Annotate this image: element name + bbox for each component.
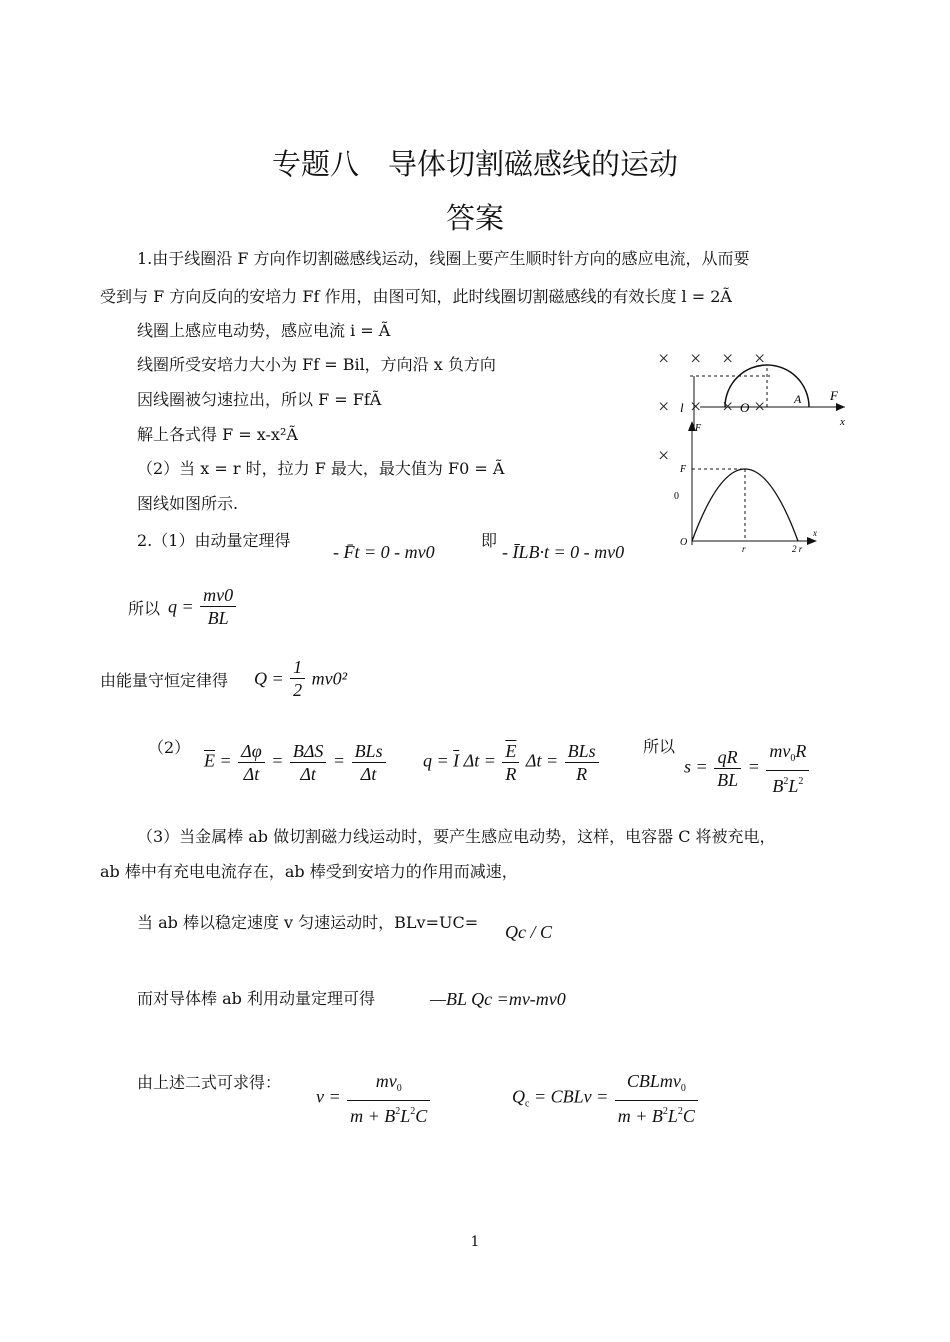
q2-part1-label: 2.（1）由动量定理得 — [137, 531, 291, 550]
label-O: O — [740, 400, 750, 415]
q-lhs: q = — [168, 596, 194, 617]
coil-figure — [650, 345, 850, 560]
page-number: 1 — [470, 1234, 480, 1250]
q2-v-result: v = $\frac{mv_0}{m + B^2L^2C}$ — [316, 1070, 432, 1127]
q2-part3-line-1: （3）当金属棒 ab 做切割磁力线运动时，要产生感应电动势，这样，电容器 C 将被充电， — [137, 827, 776, 846]
label-F-top: F — [830, 388, 838, 403]
graph-x-arrow — [807, 537, 817, 545]
q2-part1-eq2: - ĪLB·t = 0 - mv0 — [502, 542, 625, 562]
field-cross: × — [722, 396, 734, 418]
field-cross: × — [658, 396, 670, 418]
Q-denominator: 2 — [293, 680, 303, 700]
field-cross: × — [722, 348, 734, 370]
field-cross: × — [754, 348, 766, 370]
field-cross: × — [658, 445, 670, 467]
q2-q-formula: $q = \overline{I}$ Δt = $\frac{\overline{E}}{R}$ Δt = $\frac{\text{BLs}}{R}$ — [423, 740, 601, 785]
Q-lhs: Q = — [254, 668, 284, 689]
label-l: l — [680, 400, 684, 415]
label-A: A — [794, 392, 802, 406]
q2-steady-line: 当 ab 棒以稳定速度 v 匀速运动时，BLv=UC= — [137, 913, 479, 932]
graph-F-mark: F — [680, 464, 687, 475]
page-title: 专题八 导体切割磁感线的运动 — [271, 147, 678, 181]
q2-part1-eq1: - F̄t = 0 - mv0 — [333, 542, 435, 562]
q2-Qc-result: $Q_c$ = CBLv = $\frac{CBLmv_0}{m + B^2L^2C}$ — [512, 1070, 700, 1127]
label-x-top: x — [840, 416, 845, 428]
q2-momentum-eq: —BL Qc =mv-mv0 — [430, 989, 566, 1009]
field-cross: × — [754, 396, 766, 418]
q2-energy-label: 由能量守恒定律得 — [100, 671, 229, 690]
q1-line-2: 受到与 F 方向反向的安培力 Ff 作用，由图可知，此时线圈切割磁感线的有效长度 l = 2Ã — [100, 287, 732, 306]
Q-fraction — [290, 656, 305, 701]
q1-line-5: 因线圈被匀速拉出，所以 F = FfÃ — [137, 390, 382, 409]
field-cross: × — [690, 396, 702, 418]
q1-line-3: 线圈上感应电动势，感应电流 i = Ã — [137, 321, 391, 340]
q1-line-8: 图线如图所示. — [137, 494, 239, 513]
q1-line-4: 线圈所受安培力大小为 Ff = Bil，方向沿 x 负方向 — [137, 355, 496, 374]
graph-zero: 0 — [674, 491, 679, 502]
q2-energy-formula — [254, 656, 347, 701]
q1-line-6: 解上各式得 F = x-x²Ã — [137, 425, 298, 444]
Q-rest: mv0² — [311, 668, 348, 689]
graph-2r: 2 r — [792, 544, 803, 554]
q-numerator: mv0 — [200, 584, 236, 607]
q2-steady-eq: Qc / C — [505, 922, 552, 942]
q2-part3-line-2: ab 棒中有充电电流存在，ab 棒受到安培力的作用而减速， — [100, 862, 518, 881]
q2-part1b-label: 所以 — [128, 599, 161, 618]
q1-line-1: 1.由于线圈沿 F 方向作切割磁感线运动，线圈上要产生顺时针方向的感应电流，从而要 — [137, 249, 750, 268]
q-fraction — [200, 584, 236, 629]
field-cross: × — [690, 348, 702, 370]
q2-part2-label: （2） — [148, 738, 191, 757]
q1-line-7: （2）当 x = r 时，拉力 F 最大，最大值为 F0 = Ã — [137, 459, 505, 478]
q2-result-label: 由上述二式可求得： — [137, 1073, 282, 1092]
q2-s-formula: s = $\frac{qR}{BL}$ = $\frac{mv_0R}{B^2L^2}$ — [684, 740, 811, 797]
q-denominator: BL — [207, 608, 229, 628]
q2-charge-formula — [168, 584, 238, 629]
graph-y-label: F — [695, 423, 702, 434]
field-cross: × — [658, 348, 670, 370]
q2-emf-formula: $\overline{E}$ = $\frac{\Delta\varphi}{\Delta t}$ = $\frac{\text{BΔS}}{\Delta t}$ = $\frac{\text{BLs}}{\Delta t}$ — [204, 740, 388, 785]
x-axis-arrow — [836, 403, 845, 411]
Q-numerator: 1 — [290, 656, 305, 679]
q2-momentum-line: 而对导体棒 ab 利用动量定理可得 — [137, 989, 375, 1008]
graph-origin: O — [680, 537, 688, 548]
graph-x: x — [813, 528, 817, 538]
q2-part2-so: 所以 — [643, 737, 676, 756]
graph-r: r — [742, 544, 746, 554]
q2-part1-mid: 即 — [481, 531, 498, 550]
page-subtitle: 答案 — [445, 201, 504, 235]
